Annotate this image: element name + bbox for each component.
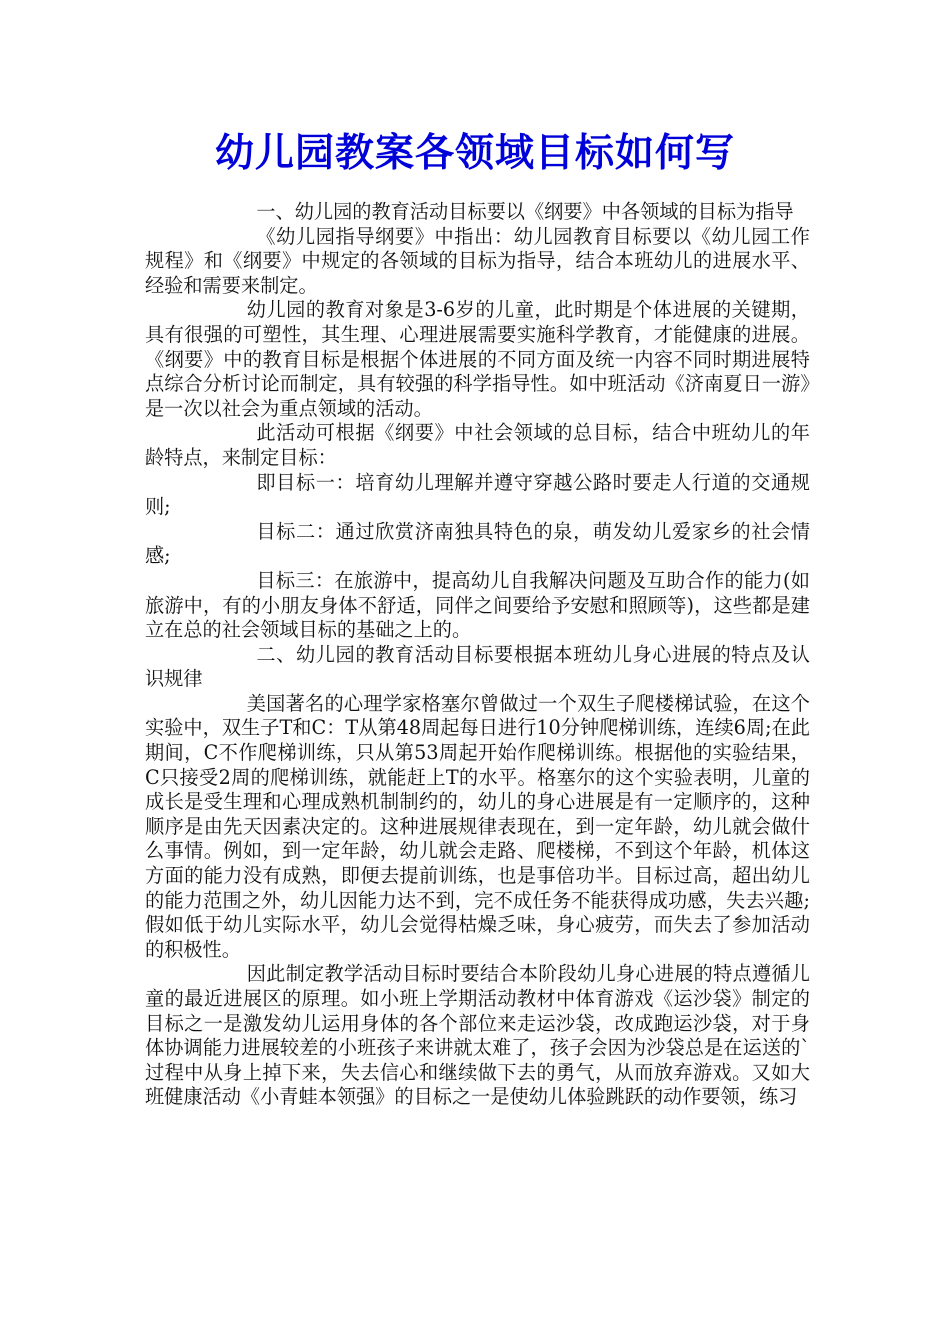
paragraph: 美国著名的心理学家格塞尔曾做过一个双生子爬楼梯试验，在这个实验中，双生子T和C：T从第48周起每日进行10分钟爬梯训练，连续6周;在此期间，C不作爬梯训练，只从第53周起开始作爬梯训练。根据他的实验结果，C只接受2周的爬梯训练，就能赶上T的水平。格塞尔的这个实验表明，儿童的成长是受生理和心理成熟机制制约的，幼儿的身心进展是有一定顺序的，这种顺序是由先天因素决定的。这种进展规律表现在，到一定年龄，幼儿就会做什么事情。例如，到一定年龄，幼儿就会走路、爬楼梯，不到这个年龄，机体这方面的能力没有成熟，即便去提前训练，也是事倍功半。目标过高，超出幼儿的能力范围之外，幼儿因能力达不到，完不成任务不能获得成功感，失去兴趣;假如低于幼儿实际水平，幼儿会觉得枯燥乏味，身心疲劳，而失去了参加活动的积极性。	[145, 691, 810, 961]
paragraph: 因此制定教学活动目标时要结合本阶段幼儿身心进展的特点遵循儿童的最近进展区的原理。如小班上学期活动教材中体育游戏《运沙袋》制定的目标之一是激发幼儿运用身体的各个部位来走运沙袋，改成跑运沙袋，对于身体协调能力进展较差的小班孩子来讲就太难了，孩子会因为沙袋总是在运送的`过程中从身上掉下来，失去信心和继续做下去的勇气，从而放弃游戏。又如大班健康活动《小青蛙本领强》的目标之一是使幼儿体验跳跃的动作要领，练习	[145, 962, 810, 1109]
goal-item-3: 目标三：在旅游中，提高幼儿自我解决问题及互助合作的能力(如旅游中，有的小朋友身体不舒适，同伴之间要给予安慰和照顾等)，这些都是建立在总的社会领域目标的基础之上的。	[145, 568, 810, 642]
paragraph: 《幼儿园指导纲要》中指出：幼儿园教育目标要以《幼儿园工作规程》和《纲要》中规定的各领域的目标为指导，结合本班幼儿的进展水平、经验和需要来制定。	[145, 224, 810, 297]
paragraph: 幼儿园的教育对象是3-6岁的儿童，此时期是个体进展的关键期，具有很强的可塑性，其生理、心理进展需要实施科学教育，才能健康的进展。《纲要》中的教育目标是根据个体进展的不同方面及统一内容不同时期进展特点综合分析讨论而制定，具有较强的科学指导性。如中班活动《济南夏日一游》是一次以社会为重点领域的活动。	[145, 298, 810, 420]
goal-item-1: 即目标一：培育幼儿理解并遵守穿越公路时要走人行道的交通规则;	[145, 470, 810, 519]
document-title: 幼儿园教案各领域目标如何写	[214, 130, 735, 176]
section-heading-1: 一、幼儿园的教育活动目标要以《纲要》中各领域的目标为指导	[256, 200, 794, 223]
paragraph: 此活动可根据《纲要》中社会领域的总目标，结合中班幼儿的年龄特点，来制定目标：	[145, 421, 810, 469]
goal-item-2: 目标二：通过欣赏济南独具特色的泉，萌发幼儿爱家乡的社会情感;	[145, 519, 810, 568]
section-heading-2: 二、幼儿园的教育活动目标要根据本班幼儿身心进展的特点及认识规律	[145, 642, 810, 691]
document-body	[145, 200, 810, 1110]
